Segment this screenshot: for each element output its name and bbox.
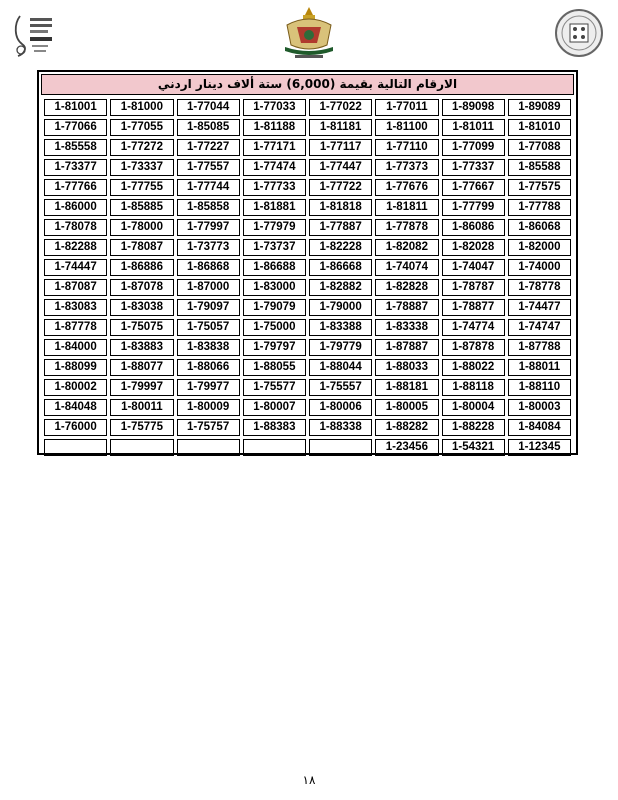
- table-cell: 1-74447: [44, 259, 107, 276]
- table-row: [44, 399, 571, 416]
- table-cell: 1-83083: [44, 299, 107, 316]
- table-row: [44, 119, 571, 136]
- table-cell: 1-75000: [243, 319, 306, 336]
- table-cell: 1-88011: [508, 359, 571, 376]
- table-row: [44, 219, 571, 236]
- table-cell: 1-78078: [44, 219, 107, 236]
- table-cell: 1-77022: [309, 99, 372, 116]
- table-cell: 1-77447: [309, 159, 372, 176]
- table-cell: [44, 439, 107, 456]
- table-cell: 1-81181: [309, 119, 372, 136]
- table-cell: 1-88338: [309, 419, 372, 436]
- table-cell: 1-82082: [375, 239, 438, 256]
- table-cell: 1-75557: [309, 379, 372, 396]
- table-cell: 1-80006: [309, 399, 372, 416]
- table-cell: 1-77272: [110, 139, 173, 156]
- table-cell: 1-74747: [508, 319, 571, 336]
- table-cell: 1-77744: [177, 179, 240, 196]
- royal-crest-icon: [283, 5, 335, 60]
- table-cell: 1-85858: [177, 199, 240, 216]
- table-cell: 1-81818: [309, 199, 372, 216]
- table-row: [44, 259, 571, 276]
- table-cell: 1-82000: [508, 239, 571, 256]
- table-cell: 1-86086: [442, 219, 505, 236]
- table-cell: 1-83838: [177, 339, 240, 356]
- table-cell: 1-88066: [177, 359, 240, 376]
- table-cell: 1-75577: [243, 379, 306, 396]
- table-cell: 1-23456: [375, 439, 438, 456]
- table-cell: 1-77997: [177, 219, 240, 236]
- table-cell: 1-79779: [309, 339, 372, 356]
- table-cell: 1-80009: [177, 399, 240, 416]
- table-cell: 1-80011: [110, 399, 173, 416]
- table-cell: 1-76000: [44, 419, 107, 436]
- table-cell: 1-82028: [442, 239, 505, 256]
- table-cell: 1-74074: [375, 259, 438, 276]
- table-row: [44, 439, 571, 456]
- table-cell: 1-77887: [309, 219, 372, 236]
- table-cell: 1-79000: [309, 299, 372, 316]
- table-cell: 1-88077: [110, 359, 173, 376]
- table-cell: 1-77799: [442, 199, 505, 216]
- table-row: [44, 379, 571, 396]
- numbers-table: [41, 96, 574, 459]
- table-cell: 1-74774: [442, 319, 505, 336]
- table-title: الارقام التالية بقيمة (6,000) ستة ألاف دينار اردني: [41, 74, 574, 95]
- table-cell: 1-77066: [44, 119, 107, 136]
- table-cell: 1-77575: [508, 179, 571, 196]
- table-cell: 1-86000: [44, 199, 107, 216]
- award-emblem-icon: [10, 10, 55, 60]
- table-cell: [309, 439, 372, 456]
- table-cell: 1-74477: [508, 299, 571, 316]
- table-cell: 1-83883: [110, 339, 173, 356]
- table-cell: 1-75757: [177, 419, 240, 436]
- table-row: [44, 299, 571, 316]
- table-cell: 1-88022: [442, 359, 505, 376]
- table-cell: 1-84048: [44, 399, 107, 416]
- table-cell: 1-77788: [508, 199, 571, 216]
- table-cell: [243, 439, 306, 456]
- table-cell: 1-86886: [110, 259, 173, 276]
- table-cell: 1-86668: [309, 259, 372, 276]
- table-cell: 1-81010: [508, 119, 571, 136]
- table-row: [44, 359, 571, 376]
- table-cell: 1-85588: [508, 159, 571, 176]
- table-cell: [110, 439, 173, 456]
- table-cell: 1-80005: [375, 399, 438, 416]
- table-cell: 1-87087: [44, 279, 107, 296]
- table-cell: 1-85885: [110, 199, 173, 216]
- circular-seal-icon: [553, 8, 605, 58]
- table-row: [44, 279, 571, 296]
- table-cell: 1-75075: [110, 319, 173, 336]
- table-cell: 1-78000: [110, 219, 173, 236]
- table-cell: 1-81011: [442, 119, 505, 136]
- table-cell: 1-88044: [309, 359, 372, 376]
- table-cell: 1-82228: [309, 239, 372, 256]
- table-cell: 1-54321: [442, 439, 505, 456]
- table-cell: 1-81881: [243, 199, 306, 216]
- table-cell: 1-77722: [309, 179, 372, 196]
- table-cell: 1-77110: [375, 139, 438, 156]
- table-cell: 1-86688: [243, 259, 306, 276]
- table-cell: 1-87878: [442, 339, 505, 356]
- table-cell: 1-81000: [110, 99, 173, 116]
- table-cell: 1-85558: [44, 139, 107, 156]
- table-cell: 1-89089: [508, 99, 571, 116]
- table-row: [44, 199, 571, 216]
- table-cell: 1-73337: [110, 159, 173, 176]
- table-cell: 1-80007: [243, 399, 306, 416]
- table-cell: 1-77055: [110, 119, 173, 136]
- table-row: [44, 419, 571, 436]
- page-number: ١٨: [302, 773, 316, 787]
- table-cell: 1-87788: [508, 339, 571, 356]
- table-cell: 1-78887: [375, 299, 438, 316]
- table-cell: 1-77557: [177, 159, 240, 176]
- table-cell: 1-81001: [44, 99, 107, 116]
- table-cell: 1-73377: [44, 159, 107, 176]
- table-cell: 1-80002: [44, 379, 107, 396]
- table-cell: 1-81188: [243, 119, 306, 136]
- table-cell: 1-88118: [442, 379, 505, 396]
- table-cell: 1-77099: [442, 139, 505, 156]
- table-cell: 1-78778: [508, 279, 571, 296]
- table-cell: 1-88055: [243, 359, 306, 376]
- table-cell: 1-77979: [243, 219, 306, 236]
- table-row: [44, 239, 571, 256]
- table-cell: 1-79797: [243, 339, 306, 356]
- table-cell: 1-12345: [508, 439, 571, 456]
- table-cell: 1-87078: [110, 279, 173, 296]
- table-cell: 1-83038: [110, 299, 173, 316]
- page-header: [0, 0, 618, 65]
- table-cell: 1-77676: [375, 179, 438, 196]
- table-cell: 1-80003: [508, 399, 571, 416]
- table-cell: 1-75057: [177, 319, 240, 336]
- table-cell: 1-78787: [442, 279, 505, 296]
- table-cell: 1-79079: [243, 299, 306, 316]
- table-cell: 1-85085: [177, 119, 240, 136]
- table-cell: 1-77878: [375, 219, 438, 236]
- table-cell: 1-77474: [243, 159, 306, 176]
- table-cell: 1-77044: [177, 99, 240, 116]
- table-cell: 1-77011: [375, 99, 438, 116]
- table-cell: 1-88099: [44, 359, 107, 376]
- table-cell: 1-89098: [442, 99, 505, 116]
- table-cell: 1-77227: [177, 139, 240, 156]
- table-cell: 1-77171: [243, 139, 306, 156]
- numbers-table-frame: [37, 70, 578, 455]
- table-cell: 1-82828: [375, 279, 438, 296]
- table-row: [44, 339, 571, 356]
- table-cell: 1-87887: [375, 339, 438, 356]
- table-cell: 1-77033: [243, 99, 306, 116]
- table-cell: 1-88110: [508, 379, 571, 396]
- table-cell: 1-77733: [243, 179, 306, 196]
- table-cell: 1-81100: [375, 119, 438, 136]
- table-cell: 1-83388: [309, 319, 372, 336]
- table-cell: 1-73737: [243, 239, 306, 256]
- table-cell: 1-87000: [177, 279, 240, 296]
- table-cell: 1-74000: [508, 259, 571, 276]
- table-cell: 1-77755: [110, 179, 173, 196]
- table-cell: 1-77088: [508, 139, 571, 156]
- table-cell: 1-73773: [177, 239, 240, 256]
- table-cell: 1-83338: [375, 319, 438, 336]
- table-cell: 1-80004: [442, 399, 505, 416]
- table-row: [44, 99, 571, 116]
- table-cell: 1-84084: [508, 419, 571, 436]
- table-cell: 1-82288: [44, 239, 107, 256]
- table-cell: 1-74047: [442, 259, 505, 276]
- table-cell: 1-86868: [177, 259, 240, 276]
- table-row: [44, 159, 571, 176]
- table-cell: 1-82882: [309, 279, 372, 296]
- table-cell: [177, 439, 240, 456]
- table-cell: 1-81811: [375, 199, 438, 216]
- table-cell: 1-88282: [375, 419, 438, 436]
- table-cell: 1-75775: [110, 419, 173, 436]
- table-cell: 1-77667: [442, 179, 505, 196]
- table-cell: 1-87778: [44, 319, 107, 336]
- table-cell: 1-79977: [177, 379, 240, 396]
- table-row: [44, 319, 571, 336]
- table-cell: 1-86068: [508, 219, 571, 236]
- table-cell: 1-79097: [177, 299, 240, 316]
- table-cell: 1-77766: [44, 179, 107, 196]
- table-cell: 1-78877: [442, 299, 505, 316]
- table-cell: 1-77373: [375, 159, 438, 176]
- table-cell: 1-88033: [375, 359, 438, 376]
- table-cell: 1-88383: [243, 419, 306, 436]
- table-cell: 1-83000: [243, 279, 306, 296]
- table-cell: 1-88228: [442, 419, 505, 436]
- table-cell: 1-79997: [110, 379, 173, 396]
- table-row: [44, 179, 571, 196]
- table-row: [44, 139, 571, 156]
- table-cell: 1-84000: [44, 339, 107, 356]
- table-cell: 1-88181: [375, 379, 438, 396]
- table-cell: 1-77117: [309, 139, 372, 156]
- table-cell: 1-78087: [110, 239, 173, 256]
- table-cell: 1-77337: [442, 159, 505, 176]
